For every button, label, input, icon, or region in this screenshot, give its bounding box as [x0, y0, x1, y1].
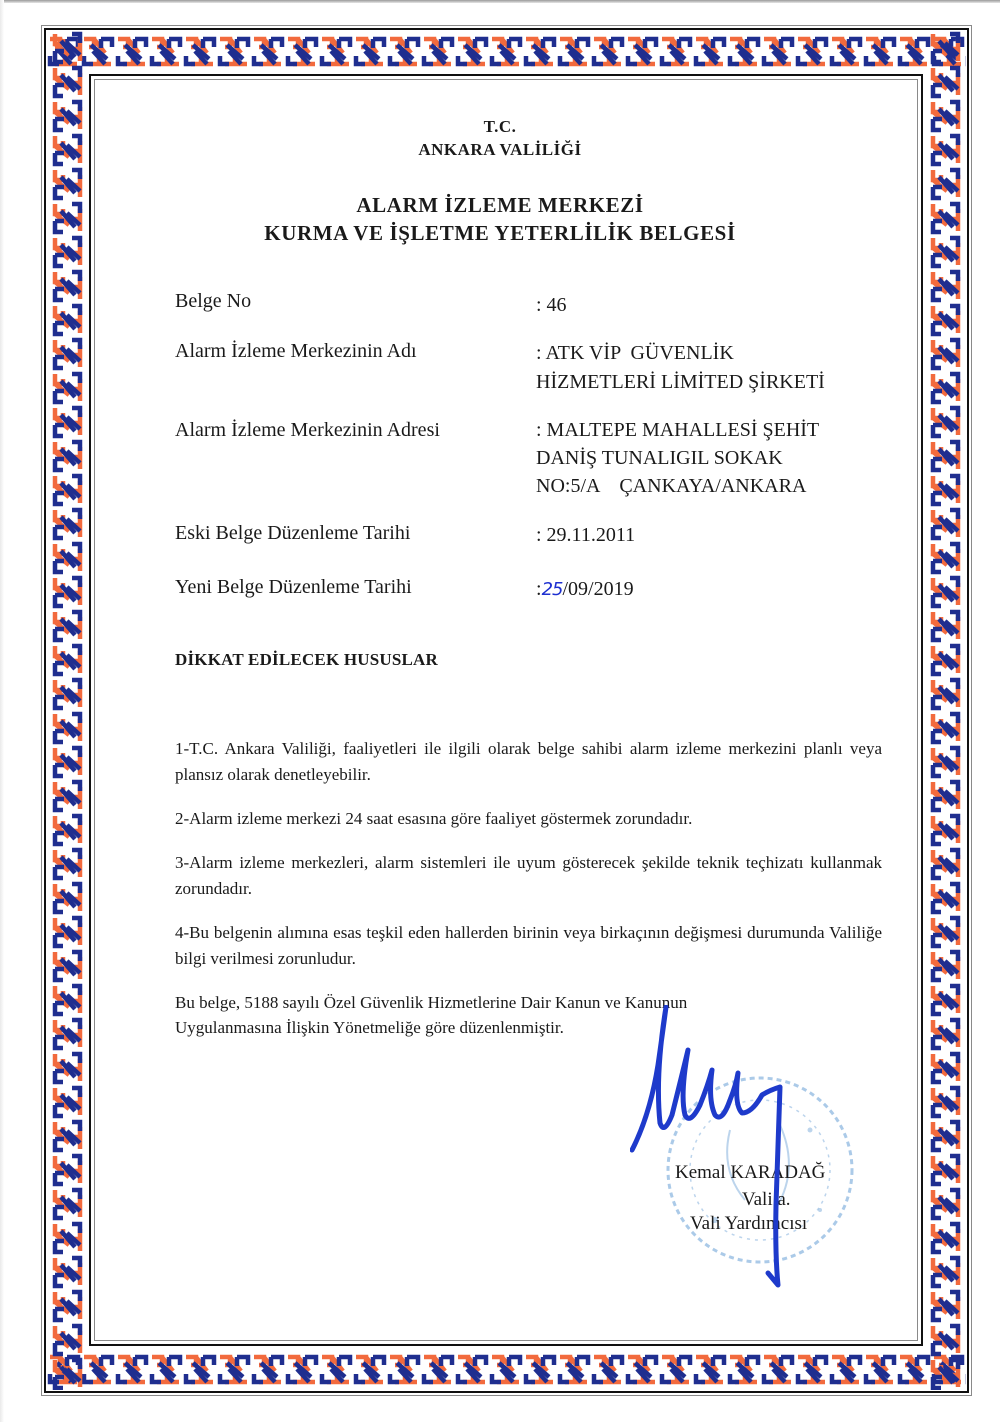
signatory-name: Kemal KARADAĞ: [675, 1162, 826, 1183]
knot-pattern-bottom: [47, 1349, 966, 1390]
document-title-line2: KURMA VE İŞLETME YETERLİLİK BELGESİ: [264, 221, 736, 245]
legal-basis-line1: Bu belge, 5188 sayılı Özel Güvenlik Hizmetlerine Dair Kanun ve Kanunun: [175, 993, 688, 1012]
handwritten-signature: [630, 1005, 820, 1295]
header-governorship: ANKARA VALİLİĞİ: [418, 140, 582, 159]
page-top-edge: [0, 0, 1000, 3]
border-band-top: [47, 31, 966, 72]
field-value-line2: HİZMETLERİ LİMİTED ŞİRKETİ: [536, 371, 825, 393]
date-prefix: :: [536, 578, 542, 600]
field-label: Yeni Belge Düzenleme Tarihi: [175, 576, 412, 598]
note-item-2: 2-Alarm izleme merkezi 24 saat esasına göre faaliyet göstermek zorundadır.: [175, 809, 693, 828]
note-item-3: 3-Alarm izleme merkezleri, alarm sistemleri ile uyum gösterecek şekilde teknik teçhizatı kullanmak zorundadır.: [175, 853, 882, 898]
field-label: Alarm İzleme Merkezinin Adresi: [175, 419, 440, 441]
notes-heading: DİKKAT EDİLECEK HUSUSLAR: [175, 650, 439, 669]
field-label: Belge No: [175, 290, 252, 312]
knot-pattern-top: [47, 31, 966, 72]
legal-basis-line2: Uygulanmasına İlişkin Yönetmeliğe göre düzenlenmiştir.: [175, 1018, 564, 1037]
field-value: : MALTEPE MAHALLESİ ŞEHİT: [536, 419, 820, 441]
document-title-line1: ALARM İZLEME MERKEZİ: [356, 193, 644, 217]
date-suffix: /09/2019: [562, 578, 634, 600]
handwritten-day: 25: [541, 579, 563, 600]
note-item-4: 4-Bu belgenin alımına esas teşkil eden hallerden birinin veya birkaçının değişmesi durumunda Valiliğe bilgi verilmesi zorunludur.: [175, 923, 882, 968]
border-band-bottom: [47, 1349, 966, 1390]
field-value: : 46: [536, 294, 567, 316]
field-value: : 29.11.2011: [536, 524, 636, 546]
note-item-1: 1-T.C. Ankara Valiliği, faaliyetleri ile ilgili olarak belge sahibi alarm izleme merkezini planlı veya plansız olarak denetleyebilir.: [175, 739, 882, 784]
signatory-title: Vali Yardımcısı: [690, 1213, 808, 1234]
field-label: Eski Belge Düzenleme Tarihi: [175, 522, 411, 544]
field-label: Alarm İzleme Merkezinin Adı: [175, 340, 417, 362]
header-tc: T.C.: [483, 117, 517, 136]
field-value: : ATK VİP GÜVENLİK: [536, 342, 734, 364]
signatory-on-behalf: Vali a.: [742, 1189, 791, 1210]
field-value-line3: NO:5/A ÇANKAYA/ANKARA: [536, 475, 807, 497]
field-value: [536, 576, 634, 603]
field-value-line2: DANİŞ TUNALIGIL SOKAK: [536, 447, 783, 469]
